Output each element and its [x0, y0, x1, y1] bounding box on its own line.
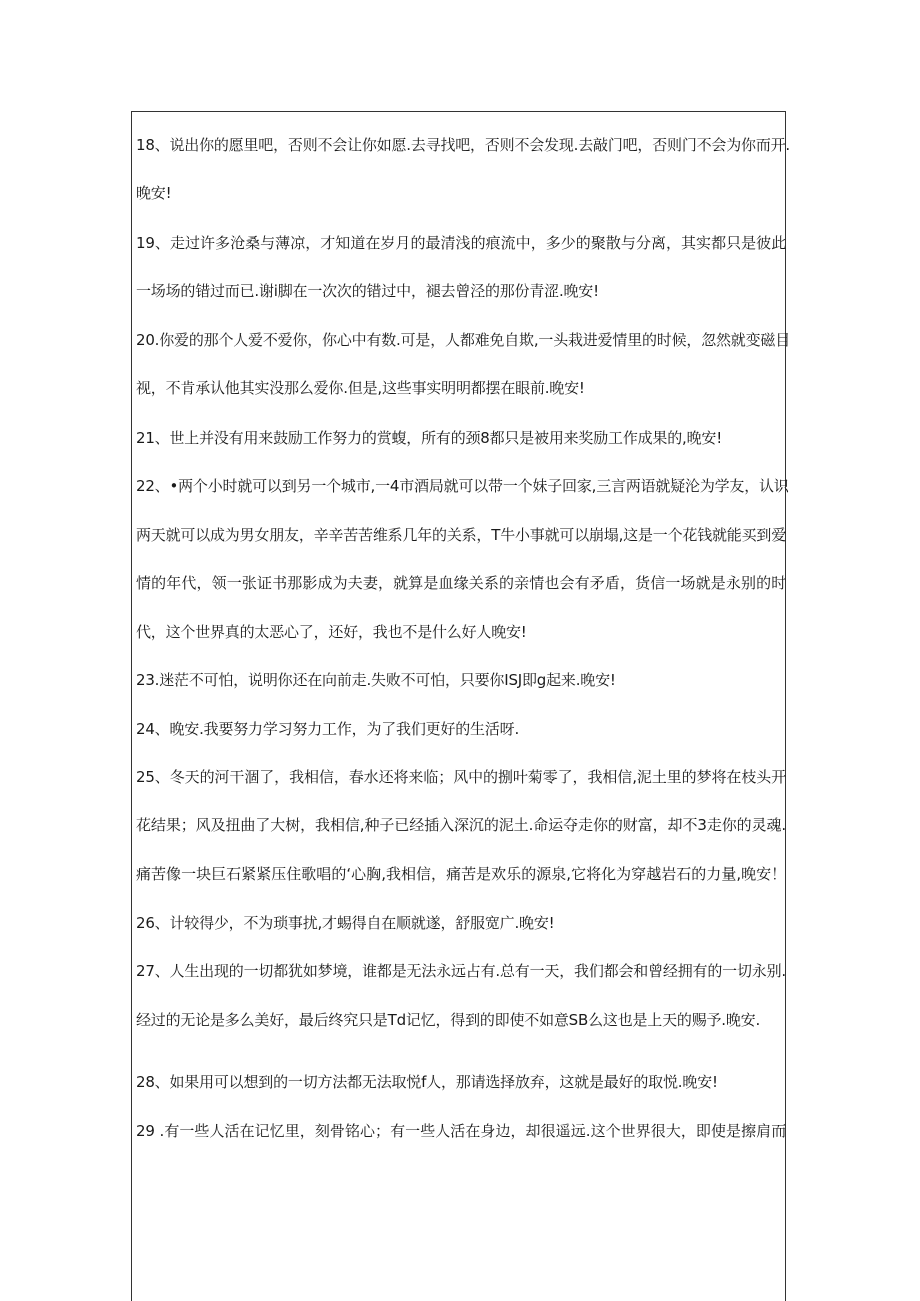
text-line-20-a: 20.你爱的那个人爱不爱你，你心中有数.可是，人都难免自欺,一头栽进爱情里的时候，忽然就变磁目	[136, 331, 790, 349]
text-line-25-a: 25、冬天的河干涸了，我相信，春水还将来临；风中的捌叶菊零了，我相信,泥土里的梦将在枝头开	[136, 768, 786, 786]
text-line-25-b: 花结果；风及扭曲了大树，我相信,种子已经插入深沉的泥土.命运夺走你的财富，却不3走你的灵魂.	[136, 816, 786, 834]
text-line-18-b: 晚安!	[136, 184, 172, 202]
text-line-27-a: 27、人生出现的一切都犹如梦境，谁都是无法永远占有.总有一天，我们都会和曾经拥有的一切永别.	[136, 962, 786, 980]
text-line-22-d: 代，这个世界真的太恶心了，还好，我也不是什么好人晚安!	[136, 623, 527, 641]
text-line-29: 29 .有一些人活在记忆里，刻骨铭心；有一些人活在身边，却很遥远.这个世界很大，即使是擦肩而	[136, 1122, 786, 1140]
text-line-24: 24、晚安.我要努力学习努力工作，为了我们更好的生活呀.	[136, 720, 520, 738]
text-line-26: 26、计较得少，不为琐事扰,才蜴得自在顺就遂，舒服宽广.晚安!	[136, 914, 555, 932]
text-line-28: 28、如果用可以想到的一切方法都无法取悦f人，那请选择放弃，这就是最好的取悦.晚安!	[136, 1073, 718, 1091]
text-line-22-c: 情的年代，领一张证书那影成为夫妻，就算是血缘关系的亲情也会有矛盾，货信一场就是永别的时	[136, 574, 786, 592]
text-line-22-a: 22、•两个小时就可以到另一个城市,一4市酒局就可以带一个妹子回家,三言两语就疑沦为学友，认识	[136, 477, 789, 495]
text-line-23: 23.迷茫不可怕，说明你还在向前走.失败不可怕，只要你ISJ即g起来.晚安!	[136, 671, 616, 689]
text-line-25-c: 痛苦像一块巨石紧紧压住歌唱的‘心胸,我相信，痛苦是欢乐的源泉,它将化为穿越岩石的力量,晚安！	[136, 865, 786, 883]
text-line-20-b: 视，不肯承认他其实没那么爱你.但是,这些事实明明都摆在眼前.晚安!	[136, 379, 585, 397]
text-line-21: 21、世上并没有用来鼓励工作努力的赏蝮，所有的颈8都只是被用来奖励工作成果的,晚安!	[136, 429, 723, 447]
text-line-22-b: 两天就可以成为男女朋友，辛辛苦苦维系几年的关系，T牛小事就可以崩塌,这是一个花钱就能买到爱	[136, 526, 786, 544]
text-line-27-b: 经过的无论是多么美好，最后终究只是Td记忆，得到的即使不如意SB么这也是上天的赐予.晚安.	[136, 1011, 761, 1029]
text-line-19-b: 一场场的错过而已.谢i脚在一次次的错过中，褪去曾泾的那份青涩.晚安!	[136, 282, 599, 300]
text-line-18-a: 18、说出你的愿里吧，否则不会让你如愿.去寻找吧，否则不会发现.去敲门吧，否则门不会为你而开.	[136, 136, 790, 154]
text-line-19-a: 19、走过许多沧桑与薄凉，才知道在岁月的最清浅的痕流中，多少的聚散与分离，其实都只是彼此	[136, 234, 786, 252]
